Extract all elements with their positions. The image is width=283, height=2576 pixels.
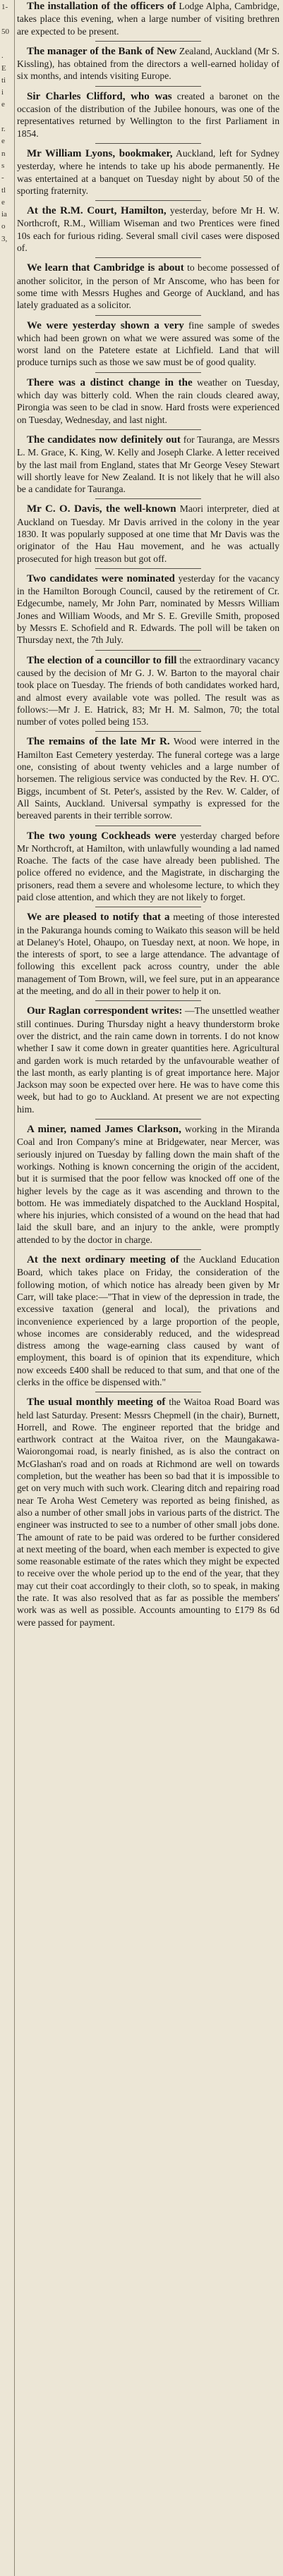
paragraph-lead: The two young Cockheads were	[27, 830, 176, 842]
paragraph-separator	[95, 315, 201, 316]
paragraph-lead: At the R.M. Court, Hamilton,	[27, 205, 167, 217]
paragraph-separator	[95, 1249, 201, 1250]
paragraph-lead: We were yesterday shown a very	[27, 319, 184, 331]
gutter-fragment: r.	[1, 125, 6, 133]
news-paragraph	[17, 319, 279, 369]
news-paragraph	[17, 0, 279, 37]
paragraph-lead: Mr William Lyons, bookmaker,	[27, 147, 173, 159]
paragraph-separator	[95, 86, 201, 87]
paragraph-lead: The installation of the officers of	[27, 1, 176, 12]
news-paragraph	[17, 654, 279, 728]
paragraph-body: the extraordinary vacancy caused by the decision of Mr G. J. W. Barton to the mayoral chair took place on Tuesday. The friends of both candidates worked hard, and almost every available vote was polled. The result was as follows:—Mr J. E. Hatrick, 83; Mr H. M. Salmon, 70; the total number of votes polled being 153.	[17, 654, 279, 728]
news-paragraph	[17, 45, 279, 82]
gutter-fragment: e	[1, 137, 5, 146]
paragraph-body: working in the Miranda Coal and Iron Company's mine at Bridgewater, near Mercer, was seriously injured on Tuesday by falling down the main shaft of the workings. Nothing is known concerning the origin of the accident, but it is surmised that the poor fellow was knocked off one of the higher levels by the cage as it was ascending and thrown to the bottom. He was immediately dispatched to the Auckland Hospital, where his injuries, which consisted of a wound on the head that had laid the skull bare, and an injury to the ankle, were promptly attended to by the doctor in charge.	[17, 1124, 279, 1245]
news-paragraph	[17, 1005, 279, 1115]
news-paragraph	[17, 911, 279, 997]
gutter-fragment: e	[1, 100, 5, 109]
paragraph-lead: Sir Charles Clifford, who was	[27, 90, 172, 102]
paragraph-separator	[95, 41, 201, 42]
paragraph-lead: A miner, named James Clarkson,	[27, 1124, 181, 1136]
gutter-fragment: n	[1, 149, 6, 158]
column-divider	[14, 0, 15, 2576]
gutter-fragment: .	[1, 51, 4, 61]
gutter-fragment: ia	[1, 210, 7, 219]
paragraph-body: Auckland, left for Sydney yesterday, where he intends to take up his abode permanently. He was entertained at a banquet on Tuesday night by about 50 of the sporting fraternity.	[17, 147, 279, 196]
news-paragraph	[17, 204, 279, 254]
news-paragraph	[17, 147, 279, 197]
news-paragraph	[17, 1396, 279, 1629]
news-paragraph	[17, 262, 279, 311]
paragraph-lead: The election of a councillor to fill	[27, 654, 177, 666]
paragraph-lead: The remains of the late Mr R.	[27, 736, 170, 748]
news-paragraph	[17, 572, 279, 646]
paragraph-lead: We are pleased to notify that a	[27, 912, 170, 924]
paragraph-body: created a baronet on the occasion of the distribution of the Jubilee honours, was one of the representatives returned by Wellington to the first Parliament in 1854.	[17, 90, 279, 139]
paragraph-body: Wood were interred in the Hamilton East Cemetery yesterday. The funeral cortege was a large one, consisting of about twenty vehicles and a large number of horsemen. The religious service was conducted by the Rev. H. O'C. Biggs, incumbent of St. Peter's, assisted by the Rev. W. Calder, of All Saints, Auckland. Universal sympathy is expressed for the bereaved parents in their terrible sorrow.	[17, 736, 279, 821]
gutter-fragment: i	[1, 88, 4, 97]
article-column	[17, 0, 279, 2576]
gutter-fragment: o	[1, 222, 6, 231]
paragraph-body: yesterday, before Mr H. W. Northcroft, R.M., William Wiseman and two Prentices were fined 10s each for furious riding. Several small civil cases were disposed of.	[17, 205, 279, 254]
gutter-fragment: s	[1, 161, 5, 170]
paragraph-lead: Mr C. O. Davis, the well-known	[27, 503, 176, 515]
news-paragraph	[17, 1253, 279, 1388]
paragraph-separator	[95, 1000, 201, 1001]
paragraph-body: yesterday for the vacancy in the Hamilton Borough Council, caused by the retirement of Cr. Edgecumbe, namely, Mr John Parr, nominated by Messrs William Jones and William Woods, and Mr S. E. Greville Smith, proposed by Messrs E. Schofield and R. Edwards. The poll will be taken on Thursday next, the 7th July.	[17, 572, 279, 646]
paragraph-body: Maori interpreter, died at Auckland on Tuesday. Mr Davis arrived in the colony in the year 1830. It was popularly supposed at one time that Mr Davis was the originator of the Hau Hau movement, and he was actually prosecuted for high treason but got off.	[17, 503, 279, 564]
paragraph-body: for Tauranga, are Messrs L. M. Grace, K. King, W. Kelly and Joseph Clarke. A letter received by the last mail from England, states that Mr George Vesey Stewart will shortly leave for New Zealand. It is not likely that he will also be a candidate for Tauranga.	[17, 434, 279, 495]
paragraph-body: to become possessed of another solicitor, in the person of Mr Anscome, who has been for some time with Messrs Hughes and George of Auckland, and has lately graduated as a solicitor.	[17, 262, 279, 311]
paragraph-body: meeting of those interested in the Pakuranga hounds coming to Waikato this season will be held at Delaney's Hotel, Ohaupo, on Tuesday next, at noon. We hope, in the interests of sport, to see a large attendance. The advantage of following this excellent pack across country, under the able management of Tom Brown, will, we feel sure, put in an appearance at the meeting, and do all in their power to help it on.	[17, 912, 279, 997]
paragraph-lead: The candidates now definitely out	[27, 434, 181, 446]
gutter-fragment: ti	[1, 75, 6, 85]
paragraph-lead: Two candidates were nominated	[27, 572, 175, 584]
paragraph-separator	[95, 372, 201, 373]
paragraph-body: the Waitoa Road Board was held last Saturday. Present: Messrs Chepmell (in the chair), Burnett, Horrell, and Rowe. The engineer reported that the bridge and earthwork contract at the Waitoa river, on the Maungakawa-Waiorongomai road, is nearly finished, as is also the contract on McGlashan's road and on roads at Richmond are well on towards completion, but the weather has been so bad that it is impossible to get on very much with such work. Clearing ditch and repairing road near Te Aroha West Cemetery was reported as being finished, as also a number of other small jobs in various parts of the district. The engineer was instructed to see to a number of other small jobs done. The amount of rate to be paid was ordered to be further considered at next meeting of the board, when each member is expected to give some reasonable estimate of the rates which they might be expected to receive over the whole period up to the end of the year, that they may cut their coat accordingly to their cloth, so to speak, in making the rate. It was also resolved that as far as possible the members' work was as well as possible. Accounts amounting to £179 8s 6d were passed for payment.	[17, 1397, 279, 1628]
gutter-fragment: 3,	[1, 234, 8, 243]
paragraph-body: Zealand, Auckland (Mr S. Kissling), has obtained from the directors a well-earned holiday of six months, and intends visiting Europe.	[17, 45, 279, 82]
paragraph-separator	[95, 731, 201, 732]
left-gutter	[0, 0, 16, 2576]
paragraph-body: —The unsettled weather still continues. During Thursday night a heavy thunderstorm broke over the district, and the rain came down in torrents. I do not know whether I saw it come down in greater quantities here. Agricultural and garden work is much retarded by the unfavourable weather of the last month, as early planting is of great importance here. Major Jackson may soon be expected over here. He was to have come this week, but had to go to Auckland. At present we are not expecting him.	[17, 1005, 279, 1115]
news-paragraph	[17, 1123, 279, 1246]
gutter-fragment: 50	[1, 27, 9, 36]
gutter-fragment: tl	[1, 185, 6, 195]
news-paragraph	[17, 90, 279, 140]
gutter-fragment: e	[1, 197, 5, 207]
paragraph-separator	[95, 650, 201, 651]
paragraph-lead: The usual monthly meeting of	[27, 1397, 166, 1409]
paragraph-body: Lodge Alpha, Cambridge, takes place this evening, when a large number of visiting brethren are expected to be present.	[17, 1, 279, 37]
paragraph-separator	[95, 200, 201, 201]
gutter-fragment: 1-	[1, 3, 8, 11]
paragraph-lead: At the next ordinary meeting of	[27, 1254, 179, 1266]
paragraph-lead: There was a distinct change in the	[27, 376, 193, 388]
paragraph-lead: Our Raglan correspondent writes:	[27, 1005, 183, 1017]
paragraph-separator	[95, 143, 201, 144]
paragraph-body: yesterday charged before Mr Northcroft, at Hamilton, with unlawfully wounding a lad named Roache. The facts of the case have already been published. The police offered no evidence, and the Magistrate, in discharging the prisoners, read them a severe and wholesome lecture, to which they paid close attention, and which they are not likely to forget.	[17, 830, 279, 902]
paragraph-separator	[95, 1119, 201, 1120]
news-paragraph	[17, 830, 279, 904]
paragraph-body: the Auckland Education Board, which takes place on Friday, the consideration of the following motion, of which notice has already been given by Mr Carr, will take place:—"That in view of the depression in trade, the excessive taxation (general and local), the privations and inconvenience experienced by a large proportion of the people, whose incomes are considerably reduced, and the widespread distress among the wage-earning class caused by want of employment, this board is of opinion that its expenditure, which now exceeds £400 shall be reduced to that sum, and that one of the clerks in the office be dispensed with."	[17, 1254, 279, 1387]
news-paragraph	[17, 735, 279, 821]
paragraph-separator	[95, 568, 201, 569]
gutter-fragment: E	[1, 63, 6, 73]
news-paragraph	[17, 503, 279, 564]
paragraph-lead: We learn that Cambridge is about	[27, 262, 184, 274]
news-paragraph	[17, 434, 279, 495]
paragraph-separator	[95, 429, 201, 430]
gutter-fragment: -	[1, 173, 4, 183]
paragraph-separator	[95, 257, 201, 258]
paragraph-lead: The manager of the Bank of New	[27, 45, 177, 57]
paragraph-body: fine sample of swedes which had been grown on what we were assured was some of the worst land on the Patetere estate at Lichfield. Land that will produce turnips such as those we saw must be of good quality.	[17, 319, 279, 368]
news-paragraph	[17, 376, 279, 426]
paragraph-separator	[95, 498, 201, 499]
paragraph-body: weather on Tuesday, which day was bitterly cold. When the rain clouds cleared away, Pirongia was seen to be clad in snow. Hard frosts were experienced on Tuesday, Wednesday, and last night.	[17, 376, 279, 425]
